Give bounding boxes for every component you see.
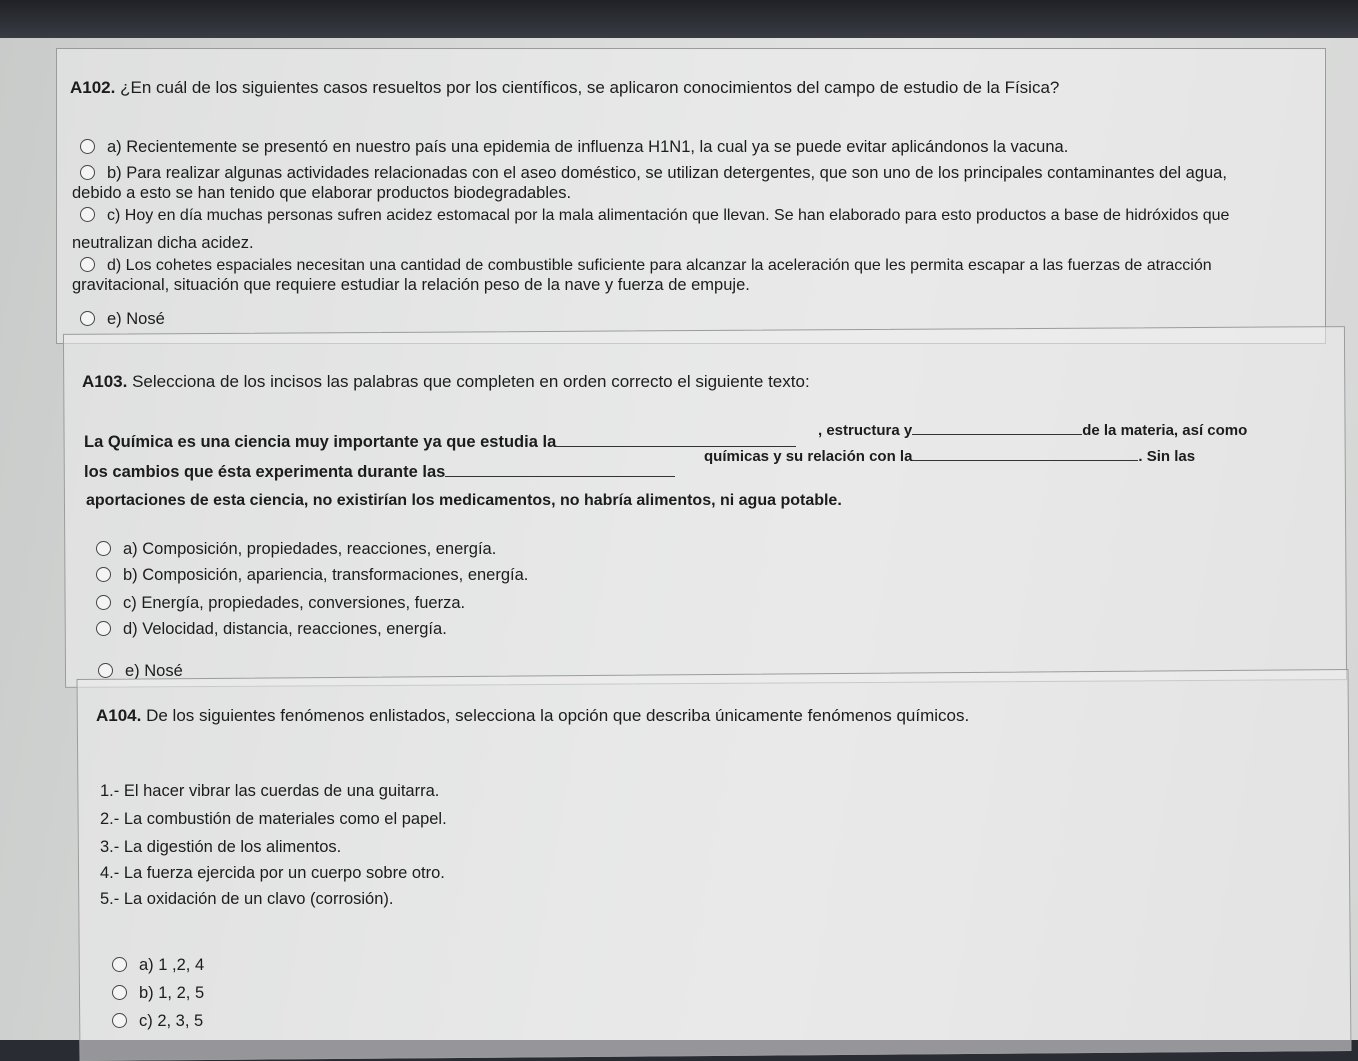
passage-line-2b	[704, 446, 1195, 465]
question-title-a104	[96, 706, 969, 726]
radio-button[interactable]	[98, 663, 113, 678]
option-a103-c[interactable]	[96, 594, 465, 613]
radio-button[interactable]	[96, 567, 111, 582]
list-item: 1.- El hacer vibrar las cuerdas de una guitarra.	[100, 782, 440, 800]
option-a103-d[interactable]	[96, 620, 447, 639]
passage-text: . Sin las	[1138, 448, 1196, 465]
option-label: c) Hoy en día muchas personas sufren acidez estomacal por la mala alimentación que llevan. Se han elaborado para esto productos a base de hidróxidos que	[107, 207, 1230, 224]
passage-text: , estructura y	[818, 422, 913, 439]
question-number: A102.	[70, 78, 116, 97]
question-text: Selecciona de los incisos las palabras que completen en orden correcto el siguiente texto:	[127, 372, 810, 391]
quiz-page	[0, 38, 1358, 1040]
radio-button[interactable]	[112, 957, 127, 972]
passage-line-1b	[818, 420, 1247, 439]
list-item: 3.- La digestión de los alimentos.	[100, 838, 342, 856]
radio-button[interactable]	[96, 541, 111, 556]
option-a102-b[interactable]	[80, 164, 1227, 183]
option-label: a) Composición, propiedades, reacciones, energía.	[123, 540, 497, 558]
option-a103-b[interactable]	[96, 566, 528, 585]
radio-button[interactable]	[80, 311, 95, 326]
list-item: 5.- La oxidación de un clavo (corrosión).	[100, 890, 394, 908]
option-a103-a[interactable]	[96, 540, 496, 559]
option-label: b) Composición, apariencia, transformaciones, energía.	[123, 566, 529, 584]
list-item: 2.- La combustión de materiales como el papel.	[100, 810, 447, 828]
passage-line-3: aportaciones de esta ciencia, no existirían los medicamentos, no habría alimentos, ni agua potable.	[86, 492, 842, 509]
blank-3	[445, 462, 675, 477]
option-label: d) Velocidad, distancia, reacciones, energía.	[123, 620, 447, 638]
option-label: b) 1, 2, 5	[139, 984, 205, 1002]
option-label: e) Nosé	[107, 310, 165, 328]
passage-line-2	[84, 462, 675, 482]
radio-button[interactable]	[96, 621, 111, 636]
blank-4	[912, 446, 1138, 461]
option-a102-d[interactable]	[80, 256, 1212, 275]
question-number: A103.	[82, 372, 128, 391]
option-a102-c[interactable]	[80, 206, 1229, 225]
passage-text: La Química es una ciencia muy importante ya que estudia la	[84, 433, 557, 451]
question-title-a102	[70, 78, 1059, 98]
blank-1	[556, 432, 796, 447]
passage-text: de la materia, así como	[1082, 422, 1248, 439]
radio-button[interactable]	[112, 985, 127, 1000]
passage-text: los cambios que ésta experimenta durante las	[84, 463, 446, 481]
option-label: d) Los cohetes espaciales necesitan una cantidad de combustible suficiente para alcanzar la aceleración que les permita escapar a las fuerzas de atracción	[107, 257, 1212, 274]
option-label: c) 2, 3, 5	[139, 1012, 204, 1030]
radio-button[interactable]	[80, 257, 95, 272]
question-text: ¿En cuál de los siguientes casos resueltos por los científicos, se aplicaron conocimientos del campo de estudio de la Física?	[115, 78, 1060, 97]
option-a104-b[interactable]	[112, 984, 204, 1003]
option-label: a) Recientemente se presentó en nuestro país una epidemia de influenza H1N1, la cual ya se puede evitar aplicándonos la vacuna.	[107, 138, 1069, 156]
list-item: 4.- La fuerza ejercida por un cuerpo sobre otro.	[100, 864, 445, 882]
option-a102-a[interactable]	[80, 138, 1068, 157]
option-continuation: neutralizan dicha acidez.	[72, 234, 254, 252]
option-a104-a[interactable]	[112, 956, 204, 975]
question-text: De los siguientes fenómenos enlistados, selecciona la opción que describa únicamente fenómenos químicos.	[141, 706, 970, 725]
radio-button[interactable]	[96, 595, 111, 610]
option-a104-c[interactable]	[112, 1012, 203, 1031]
option-label: c) Energía, propiedades, conversiones, fuerza.	[123, 594, 466, 612]
passage-text: químicas y su relación con la	[704, 448, 913, 465]
question-title-a103	[82, 372, 810, 392]
radio-button[interactable]	[80, 139, 95, 154]
option-continuation: debido a esto se han tenido que elaborar productos biodegradables.	[72, 184, 572, 202]
monitor-bezel	[0, 0, 1358, 40]
option-label: e) Nosé	[125, 662, 183, 680]
option-continuation: gravitacional, situación que requiere estudiar la relación peso de la nave y fuerza de empuje.	[72, 276, 750, 294]
question-number: A104.	[96, 706, 142, 725]
blank-2	[912, 420, 1082, 435]
radio-button[interactable]	[112, 1013, 127, 1028]
option-a102-e[interactable]	[80, 310, 165, 329]
option-label: a) 1 ,2, 4	[139, 956, 205, 974]
radio-button[interactable]	[80, 165, 95, 180]
passage-line-1	[84, 432, 796, 452]
option-label: b) Para realizar algunas actividades relacionadas con el aseo doméstico, se utilizan detergentes, que son uno de los principales contaminantes del agua,	[107, 164, 1227, 182]
radio-button[interactable]	[80, 207, 95, 222]
